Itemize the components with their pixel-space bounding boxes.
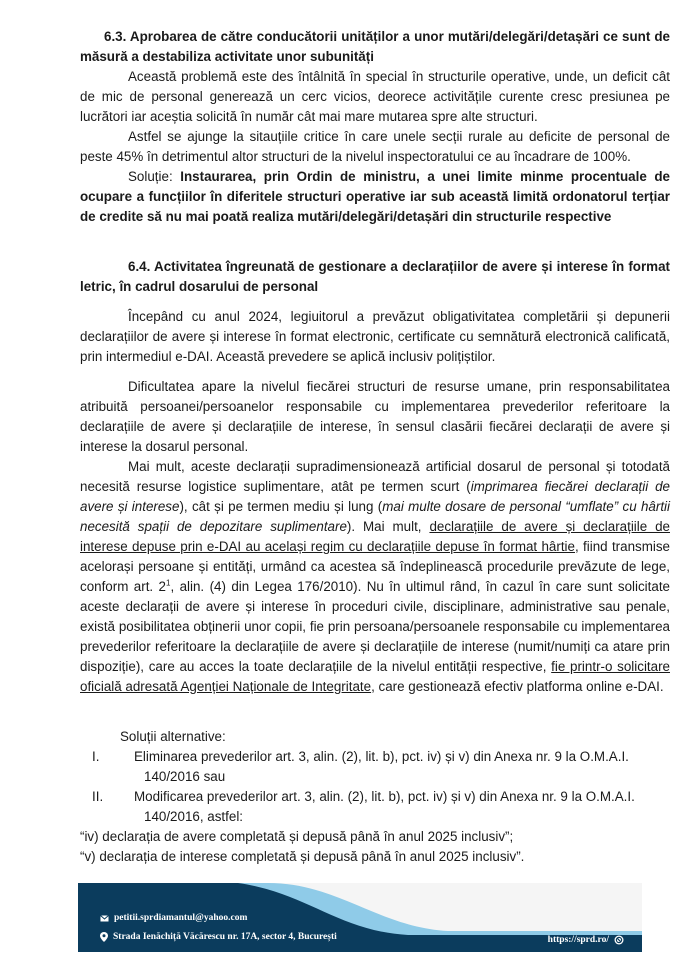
list-text: Modificarea prevederilor art. 3, alin. (2), lit. b), pct. iv) și v) din Anexa nr. 9 la O.M.A.I. bbox=[134, 789, 635, 804]
alternatives-list bbox=[80, 747, 670, 827]
footer-email[interactable] bbox=[100, 913, 247, 923]
email-text[interactable]: petitii.sprdiamantul@yahoo.com bbox=[114, 913, 248, 923]
underlined-run: declarațiile de avere și declarațiile de interese depuse prin e-DAI au același regim cu declarațiile depuse în format hârtie bbox=[80, 519, 670, 554]
quote-v: “v) declarația de interese completată și depusă până în anul 2025 inclusiv”. bbox=[80, 849, 525, 864]
spacer bbox=[80, 367, 670, 377]
italic-run: imprimarea fiecărei declarații de avere și interese bbox=[80, 479, 670, 514]
section-6-4-paragraph-1: Începând cu anul 2024, legiuitorul a prevăzut obligativitatea completării și depunerii declarațiilor de avere și interese în format electronic, certificate cu semnătură electronică calificată, prin intermediul e-DAI. Această prevedere se aplică inclusiv polițiștilor. bbox=[80, 309, 670, 364]
alternatives-label: Soluții alternative: bbox=[120, 729, 226, 744]
section-6-3-paragraph-1: Această problemă este des întâlnită în special în structurile operative, unde, un deficit cât de mic de personal generează un cerc vicios, deorece activitățile curente cresc presiunea pe lucrători iar aceștia solicită în număr cât mai mare mutarea spre alte structuri. bbox=[80, 69, 670, 124]
section-6-3-solution bbox=[80, 167, 670, 227]
spacer bbox=[80, 697, 670, 717]
section-6-3-heading: 6.3. Aprobarea de către conducătorii unităților a unor mutări/delegări/detașări ce sunt de măsură a destabiliza activitate unor subunități bbox=[80, 29, 670, 64]
superscript: 1 bbox=[166, 578, 171, 588]
footer-url[interactable] bbox=[548, 935, 624, 945]
spacer bbox=[80, 297, 670, 307]
section-6-4-paragraph-3 bbox=[80, 457, 670, 697]
list-text: Eliminarea prevederilor art. 3, alin. (2), lit. b), pct. iv) și v) din Anexa nr. 9 la O.M.A.I. bbox=[134, 749, 629, 764]
map-pin-icon bbox=[100, 932, 108, 942]
text-run: ). Mai mult, bbox=[346, 519, 430, 534]
solution-text: Instaurarea, prin Ordin de ministru, a unei limite minme procentuale de ocupare a funcțiilor în diferitele structuri operative iar sub această limită ordonatorul terțiar de credite să nu mai poată realiza mutări/delegări/detașări din structurile respective bbox=[80, 169, 670, 224]
section-6-3-paragraph-2: Astfel se ajunge la sitauțiile critice în care unele secții rurale au deficite de personal de peste 45% în detrimentul altor structuri de la nivelul inspectoratului ce au încadrare de 100%. bbox=[80, 129, 670, 164]
list-text-continuation: 140/2016, astfel: bbox=[144, 809, 244, 824]
footer-banner bbox=[78, 883, 642, 952]
globe-icon bbox=[614, 935, 624, 945]
italic-run: mai multe dosare de personal “umflate” cu hârtii necesită spații de depozitare suplimentare bbox=[80, 499, 670, 534]
spacer bbox=[80, 247, 670, 257]
document-page bbox=[80, 27, 670, 867]
list-number: II. bbox=[92, 789, 104, 804]
underlined-run: fie printr-o solicitare oficială adresată Agenției Naționale de Integritate bbox=[80, 659, 670, 694]
list-item bbox=[80, 747, 670, 787]
list-text-continuation: 140/2016 sau bbox=[144, 769, 226, 784]
envelope-icon bbox=[100, 915, 109, 922]
quote-iv: “iv) declarația de avere completată și depusă până în anul 2025 inclusiv”; bbox=[80, 829, 514, 844]
text-run: , fiind transmise acelorași persoane și entități, urmând ca acestea să îndeplinească procedurile prevăzute de lege, conform art. 2 bbox=[80, 539, 670, 594]
text-run: , alin. (4) din Legea 176/2010). Nu în ultimul rând, în cazul în care sunt solicitate aceste declarații de avere și interese în proceduri civile, disciplinare, administrative sau penale, există posibilitatea obținerii unor copii, fie prin persoana/persoanele responsabile cu implementarea prevederilor referitoare la declarațiile de avere și declarațiile de interese (numit/numiți ca atare prin dispoziție), care au acces la toate declarațiile de la nivelul entității respective, bbox=[80, 579, 670, 674]
section-6-4-paragraph-2: Dificultatea apare la nivelul fiecărei structuri de resurse umane, prin responsabilitatea atribuită persoanei/persoanelor responsabile cu implementarea prevederilor referitoare la declarațiile de avere și declarațiile de interese, în sensul clasării fiecărei declarații de avere și interese la dosarul personal. bbox=[80, 379, 670, 454]
footer-address bbox=[100, 932, 337, 942]
spacer bbox=[80, 717, 670, 727]
url-text[interactable]: https://sprd.ro/ bbox=[547, 935, 609, 945]
solution-label: Soluție: bbox=[128, 169, 181, 184]
section-6-4-heading: 6.4. Activitatea îngreunată de gestionare a declarațiilor de avere și interese în format letric, în cadrul dosarului de personal bbox=[80, 259, 670, 294]
text-run: ), cât și pe termen mediu și lung ( bbox=[179, 499, 383, 514]
list-number: I. bbox=[92, 749, 100, 764]
address-text: Strada Ienăchiță Văcărescu nr. 17A, sector 4, București bbox=[113, 932, 337, 942]
spacer bbox=[80, 227, 670, 247]
text-run: , care gestionează efectiv platforma online e-DAI. bbox=[371, 679, 664, 694]
text-run: Mai mult, aceste declarații supradimensionează artificial dosarul de personal și totodată necesită resurse logistice suplimentare, atât pe termen scurt ( bbox=[80, 459, 670, 494]
list-item bbox=[80, 787, 670, 827]
